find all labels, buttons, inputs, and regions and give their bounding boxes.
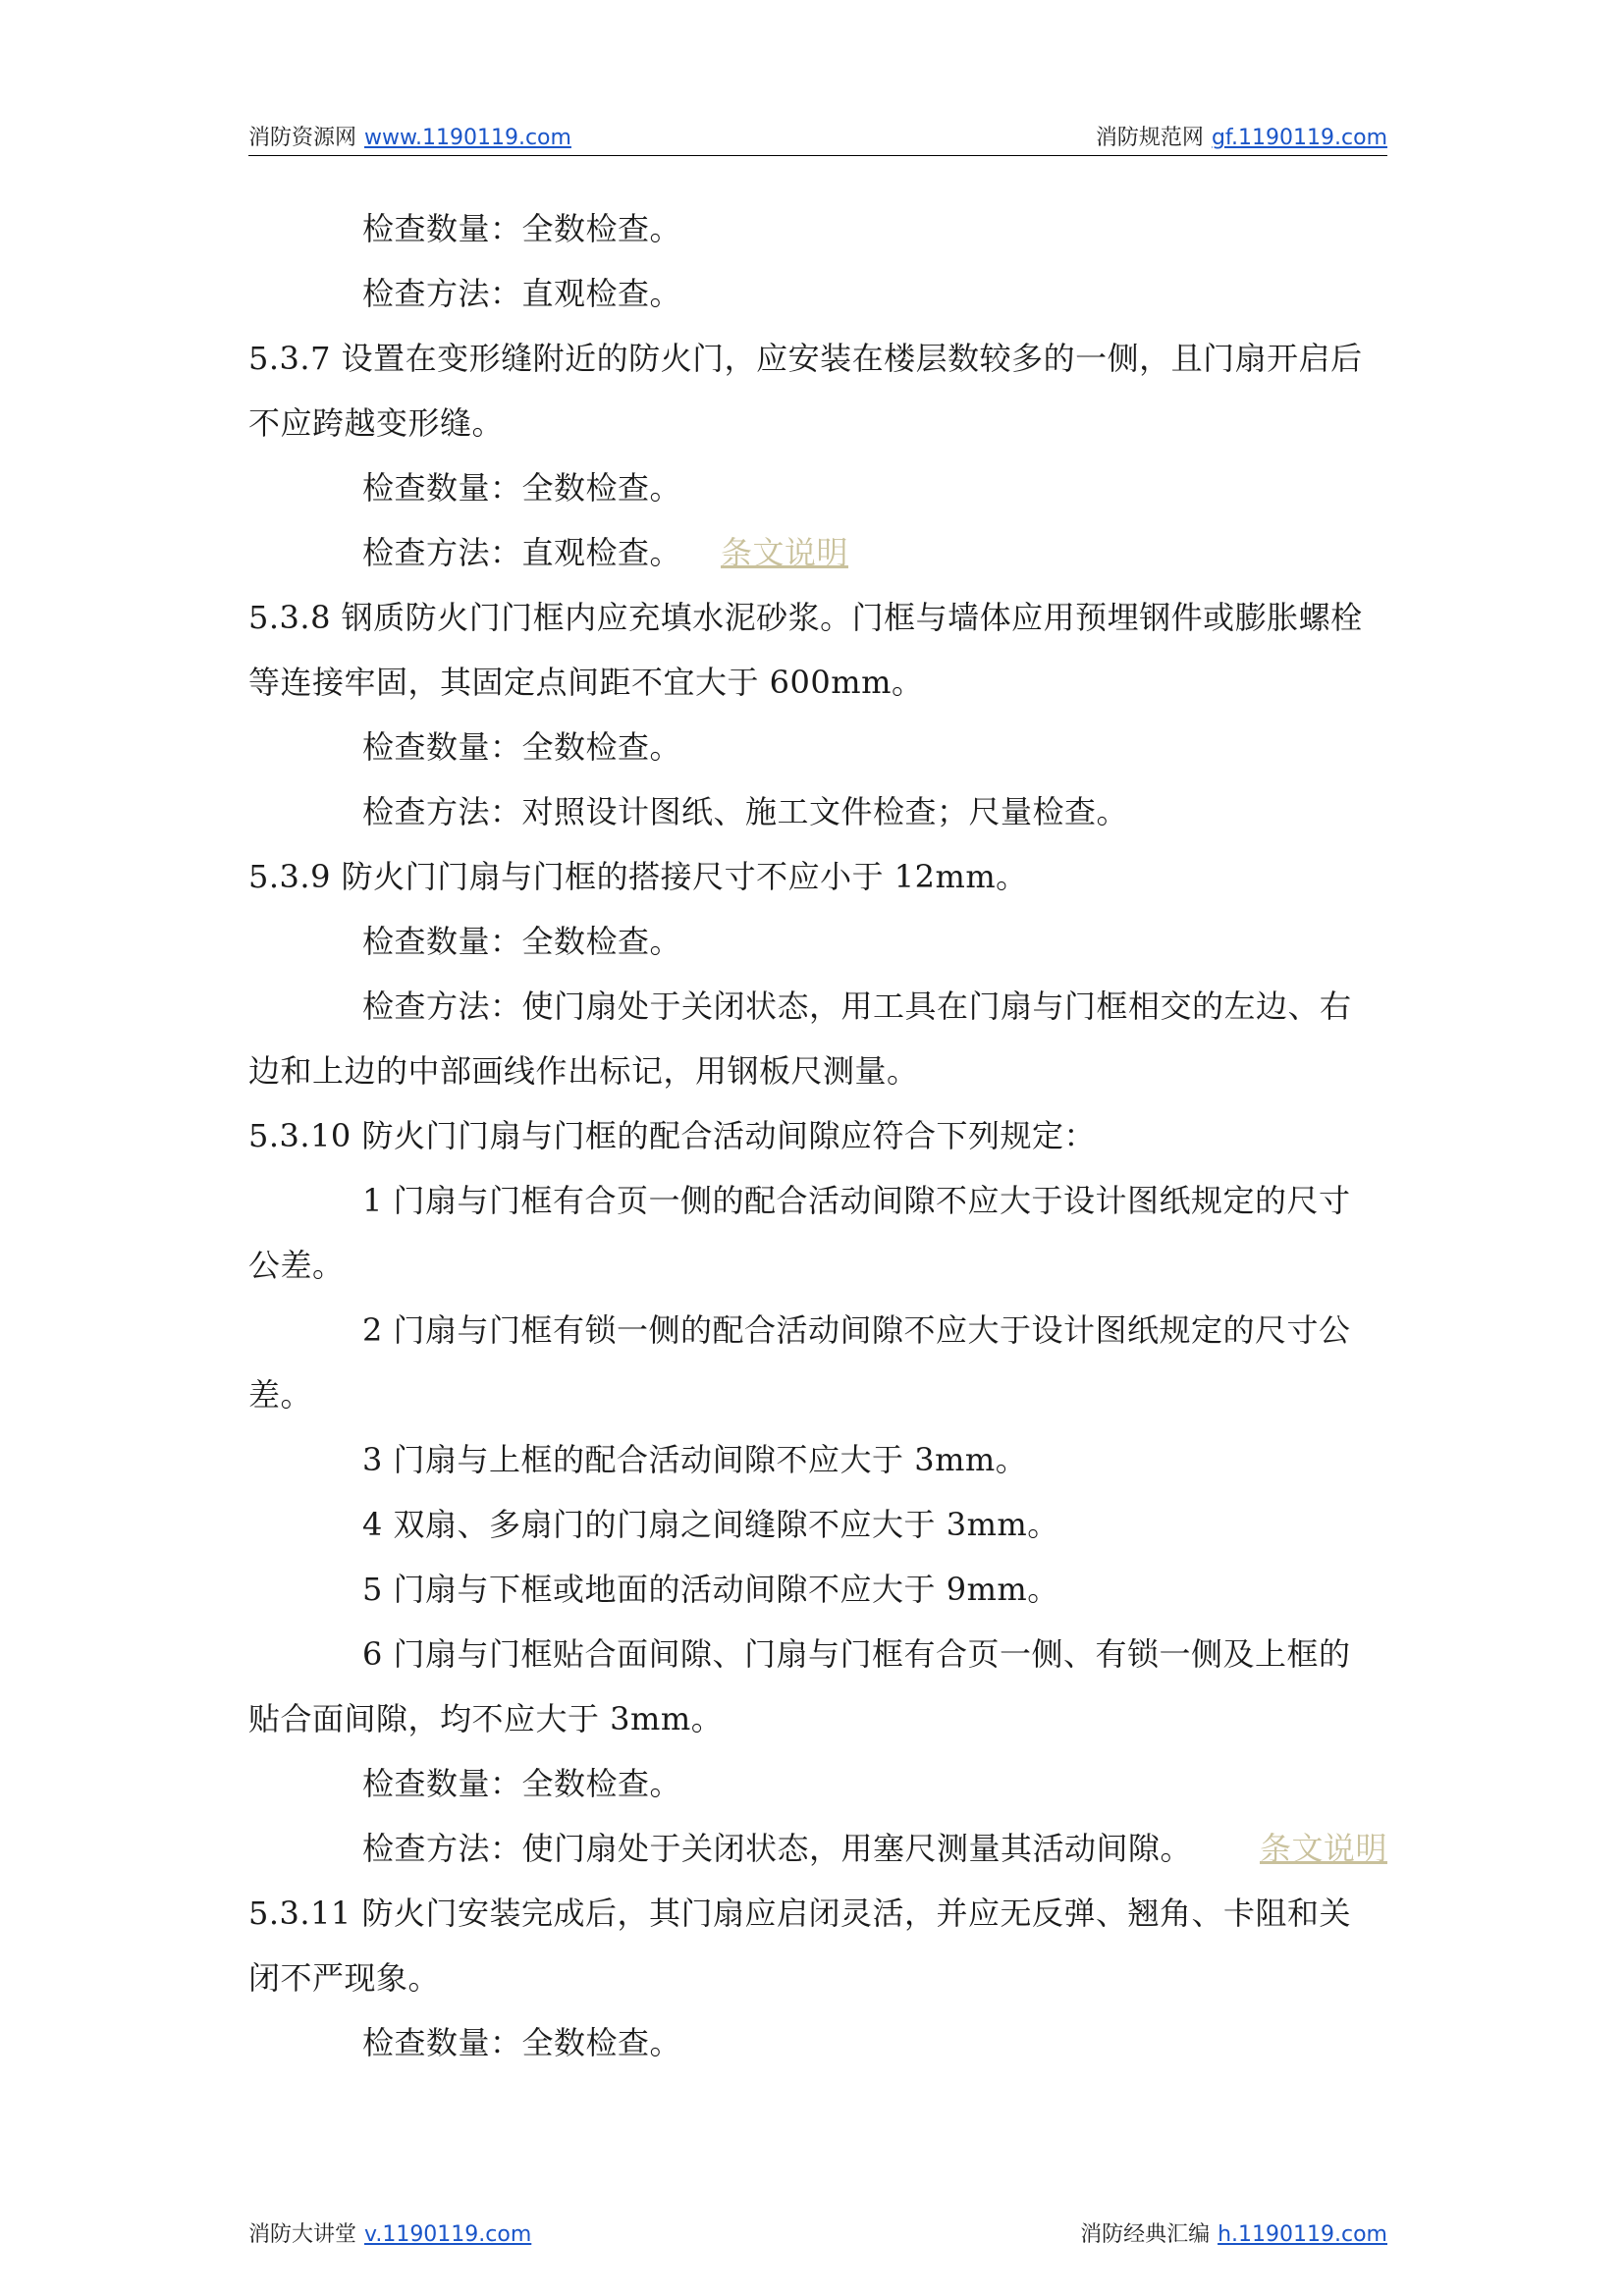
text-line: 闭不严现象。 [248,1959,441,1997]
header-site-link[interactable]: www.1190119.com [364,126,571,150]
list-item: 2 门扇与门框有锁一侧的配合活动间隙不应大于设计图纸规定的尺寸公 [362,1311,1351,1349]
list-item: 4 双扇、多扇门的门扇之间缝隙不应大于 3mm。 [362,1506,1059,1543]
text-line: 公差。 [248,1247,345,1284]
clause-5-3-11: 5.3.11 防火门安装完成后，其门扇应启闭灵活，并应无反弹、翘角、卡阻和关 [248,1895,1351,1932]
footer-collection-label: 消防经典汇编 [1080,2222,1211,2247]
text-line: 检查方法：对照设计图纸、施工文件检查；尺量检查。 [362,793,1129,830]
check-method-text: 检查方法：使门扇处于关闭状态，用塞尺测量其活动间隙。 [362,1830,1193,1867]
text-line: 贴合面间隙，均不应大于 3mm。 [248,1700,724,1737]
list-item: 1 门扇与门框有合页一侧的配合活动间隙不应大于设计图纸规定的尺寸 [362,1182,1351,1219]
list-item: 5 门扇与下框或地面的活动间隙不应大于 9mm。 [362,1571,1059,1608]
text-line: 检查方法：使门扇处于关闭状态，用工具在门扇与门框相交的左边、右 [362,988,1352,1025]
header-right [1096,121,1387,151]
clause-5-3-9: 5.3.9 防火门门扇与门框的搭接尺寸不应小于 12mm。 [248,858,1028,895]
document-body [248,196,1387,2075]
text-line: 检查数量：全数检查。 [362,469,682,507]
text-line: 等连接牢固，其固定点间距不宜大于 600mm。 [248,664,924,701]
header-spec-label: 消防规范网 [1095,126,1204,150]
clause-5-3-7: 5.3.7 设置在变形缝附近的防火门，应安装在楼层数较多的一侧，且门扇开启后 [248,340,1363,377]
text-line [248,520,1387,585]
check-method-text: 检查方法：直观检查。 [362,534,682,571]
page-header [248,116,1387,156]
text-line: 不应跨越变形缝。 [248,404,505,442]
text-line: 检查数量：全数检查。 [362,210,682,247]
footer-collection-link[interactable]: h.1190119.com [1218,2222,1387,2247]
footer-left [248,2217,531,2248]
text-line: 检查数量：全数检查。 [362,923,682,960]
footer-lecture-label: 消防大讲堂 [248,2222,357,2247]
text-line [248,1816,1387,1881]
text-line: 检查数量：全数检查。 [362,1765,682,1802]
text-line: 检查数量：全数检查。 [362,728,682,766]
text-line: 检查方法：直观检查。 [362,275,682,312]
clause-5-3-8: 5.3.8 钢质防火门门框内应充填水泥砂浆。门框与墙体应用预埋钢件或膨胀螺栓 [248,599,1363,636]
page-footer [248,2213,1387,2252]
clause-note-link[interactable]: 条文说明 [721,534,849,571]
list-item: 3 门扇与上框的配合活动间隙不应大于 3mm。 [362,1441,1028,1478]
footer-lecture-link[interactable]: v.1190119.com [364,2222,532,2247]
header-site-label: 消防资源网 [248,126,357,150]
text-line: 边和上边的中部画线作出标记，用钢板尺测量。 [248,1052,919,1090]
header-left [248,121,571,151]
clause-5-3-10: 5.3.10 防火门门扇与门框的配合活动间隙应符合下列规定： [248,1117,1096,1154]
clause-note-link[interactable]: 条文说明 [1259,1830,1387,1867]
list-item: 6 门扇与门框贴合面间隙、门扇与门框有合页一侧、有锁一侧及上框的 [362,1635,1351,1673]
text-line: 差。 [248,1376,313,1414]
header-spec-link[interactable]: gf.1190119.com [1211,126,1387,150]
footer-right [1080,2217,1387,2248]
text-line: 检查数量：全数检查。 [362,2024,682,2061]
